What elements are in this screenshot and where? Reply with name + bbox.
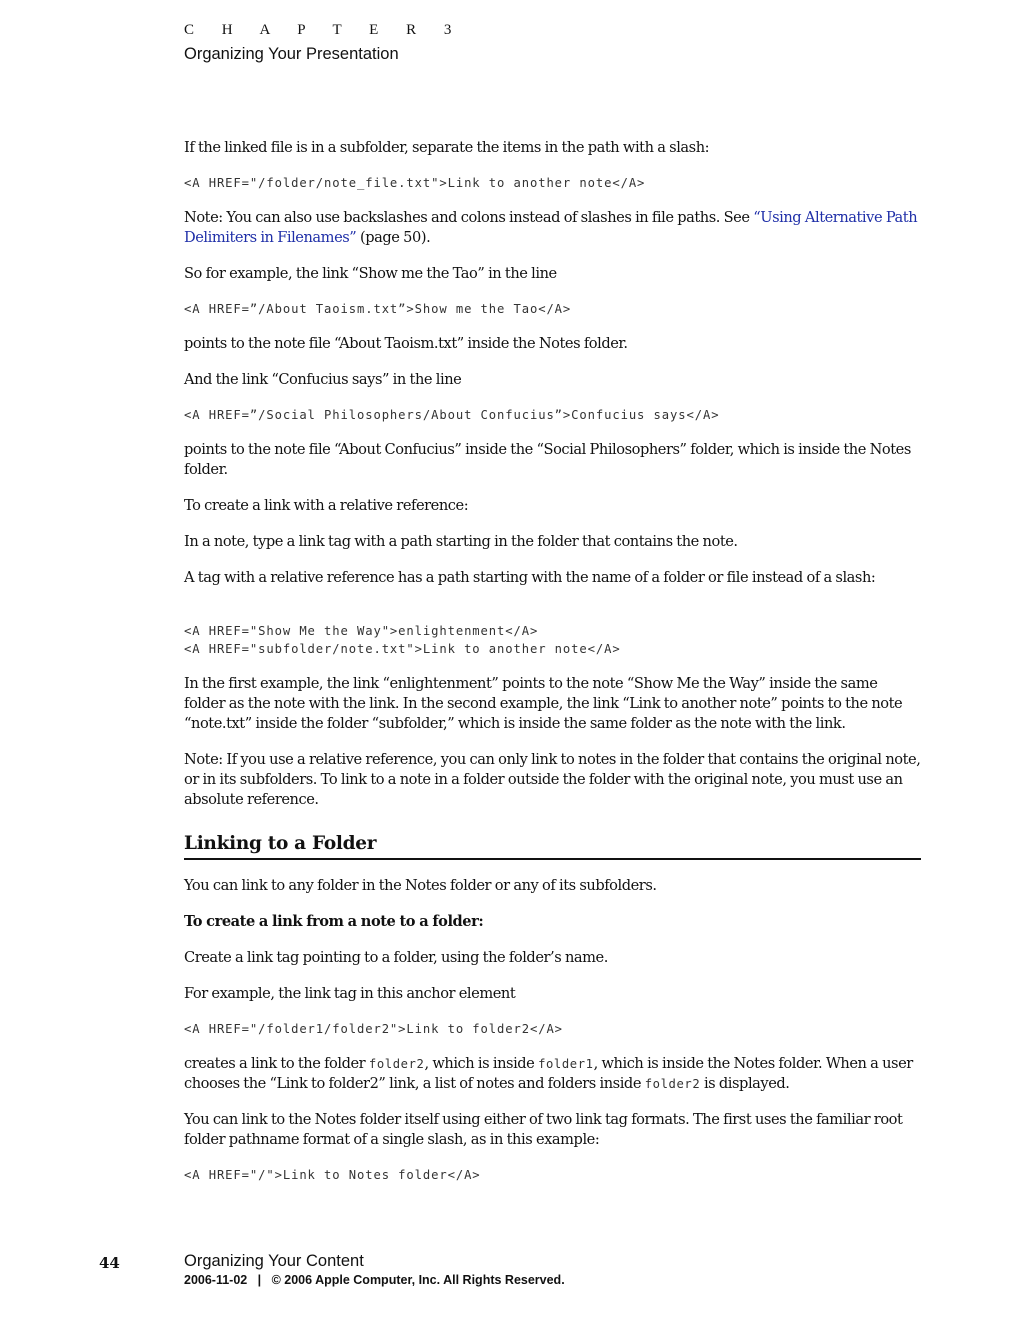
inline-code-folder2: folder2 <box>368 1057 425 1071</box>
chapter-label: C H A P T E R 3 <box>184 22 464 38</box>
text-segment: is displayed. <box>700 1075 790 1092</box>
footer-section-title: Organizing Your Content <box>184 1252 364 1270</box>
paragraph-confucius-explanation: points to the note file “About Confucius” inside the “Social Philosophers” folder, which is inside the Notes folder. <box>184 441 911 478</box>
chapter-title: Organizing Your Presentation <box>184 45 399 63</box>
paragraph-folder-example: For example, the link tag in this anchor element <box>184 985 516 1002</box>
task-heading: To create a link from a note to a folder: <box>184 913 484 930</box>
code-example-confucius <box>184 406 921 424</box>
code-example-relative <box>184 604 921 658</box>
code-example-subfolder <box>184 174 921 192</box>
paragraph-tao-explanation: points to the note file “About Taoism.txt” inside the Notes folder. <box>184 335 628 352</box>
text-segment: , which is inside <box>424 1055 539 1072</box>
code-line: <A HREF="/">Link to Notes folder</A> <box>184 1168 481 1182</box>
paragraph-root-folder: You can link to the Notes folder itself using either of two link tag formats. The first uses the familiar root folder pathname format of a single slash, as in this example: <box>184 1111 903 1148</box>
text-segment: , which is inside the Notes folder. When a user chooses the “Link to folder2” link, a list of notes and folders inside <box>184 1055 913 1092</box>
paragraph-folder-explanation <box>184 1054 921 1094</box>
paragraph-relative-note: Note: If you use a relative reference, you can only link to notes in the folder that contains the original note, or in its subfolders. To link to a note in a folder outside the folder with the original note, you must use an absolute reference. <box>184 751 921 808</box>
paragraph-tao-example: So for example, the link “Show me the Tao” in the line <box>184 265 557 282</box>
paragraph-subfolder-intro: If the linked file is in a subfolder, separate the items in the path with a slash: <box>184 139 710 156</box>
code-example-folder <box>184 1020 921 1038</box>
code-example-tao <box>184 300 921 318</box>
code-line: <A HREF="/folder/note_file.txt">Link to another note</A> <box>184 176 646 190</box>
code-example-root <box>184 1166 921 1184</box>
code-line: <A HREF=”/Social Philosophers/About Confucius”>Confucius says</A> <box>184 408 720 422</box>
section-heading: Linking to a Folder <box>184 832 921 860</box>
paragraph-relative-step: In a note, type a link tag with a path starting in the folder that contains the note. <box>184 533 738 550</box>
main-content <box>184 138 921 1200</box>
page-number: 44 <box>99 1254 120 1272</box>
inline-code-folder2: folder2 <box>644 1077 701 1091</box>
delimiters-link[interactable]: “Using Alternative Path Delimiters in Filenames” <box>184 209 918 246</box>
paragraph-relative-intro: To create a link with a relative reference: <box>184 497 469 514</box>
code-line: <A HREF=”/About Taoism.txt”>Show me the Tao</A> <box>184 302 572 316</box>
paragraph-confucius-example: And the link “Confucius says” in the line <box>184 371 462 388</box>
paragraph-folder-intro: You can link to any folder in the Notes folder or any of its subfolders. <box>184 877 657 894</box>
code-line: <A HREF="subfolder/note.txt">Link to another note</A> <box>184 642 621 656</box>
paragraph-relative-explanation: In the first example, the link “enlightenment” points to the note “Show Me the Way” inside the same folder as the note with the link. In the second example, the link “Link to another note” points to the note “note.txt” inside the folder “subfolder,” which is inside the same folder as the note with the link. <box>184 675 903 732</box>
paragraph-relative-tag: A tag with a relative reference has a path starting with the name of a folder or file instead of a slash: <box>184 569 876 586</box>
note-text: Note: You can also use backslashes and colons instead of slashes in file paths. See <box>184 209 754 226</box>
inline-code-folder1: folder1 <box>538 1057 594 1071</box>
text-segment: creates a link to the folder <box>184 1055 369 1072</box>
paragraph-folder-step: Create a link tag pointing to a folder, using the folder’s name. <box>184 949 608 966</box>
paragraph-note-delimiters <box>184 208 921 248</box>
code-line: <A HREF="Show Me the Way">enlightenment</A> <box>184 624 539 638</box>
page-header <box>184 22 463 64</box>
page-reference: (page 50). <box>356 229 431 246</box>
footer-copyright: 2006-11-02 | © 2006 Apple Computer, Inc. All Rights Reserved. <box>184 1273 565 1287</box>
code-line: <A HREF="/folder1/folder2">Link to folder2</A> <box>184 1022 563 1036</box>
